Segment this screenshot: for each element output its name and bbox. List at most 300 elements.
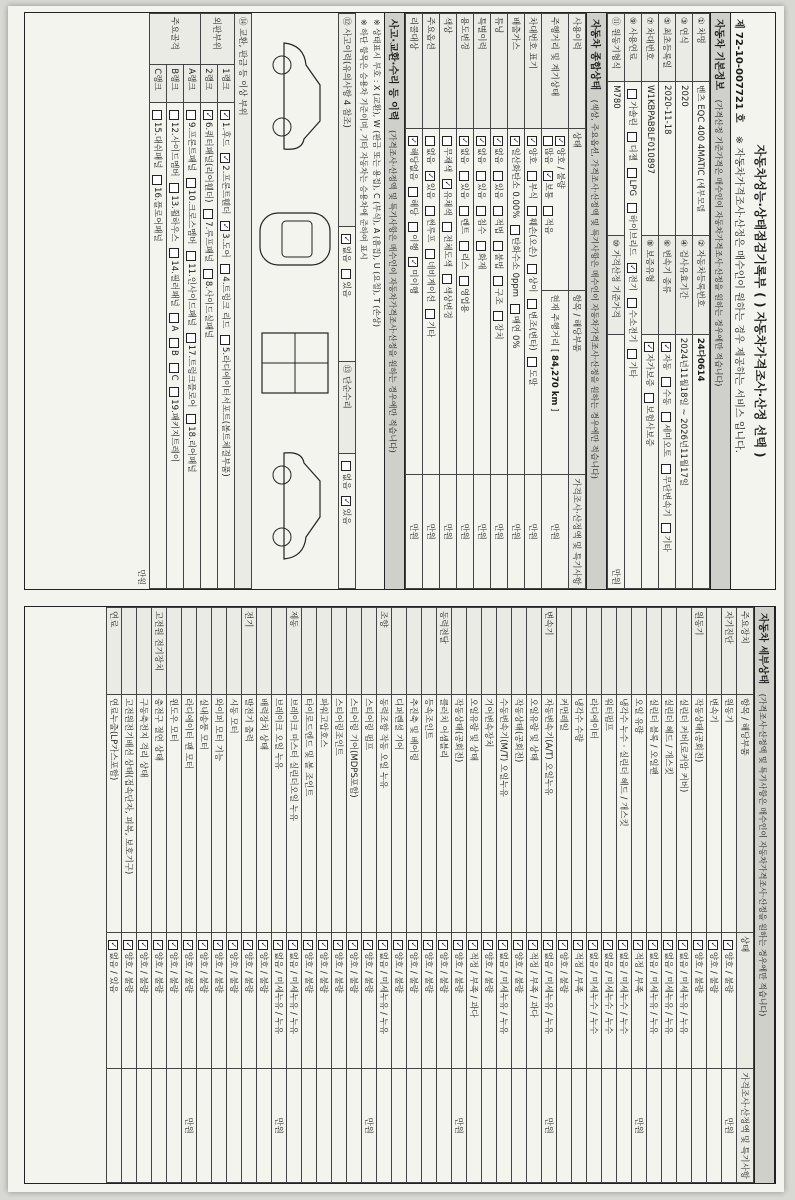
checkbox[interactable] (124, 940, 134, 950)
detail-state[interactable] (227, 932, 242, 1069)
option-options[interactable] (423, 128, 440, 475)
state-text: 양호 / 불량 (243, 951, 253, 993)
checkbox[interactable] (187, 414, 197, 424)
checkbox[interactable] (494, 171, 504, 181)
rank2-items[interactable] (201, 103, 218, 589)
checkbox[interactable] (229, 940, 239, 950)
detail-state[interactable] (257, 932, 272, 1069)
checkbox[interactable] (109, 940, 119, 950)
detail-group (122, 608, 137, 695)
checkbox[interactable] (724, 940, 734, 950)
detail-price (287, 1069, 302, 1183)
opt-label: 장치 (493, 323, 503, 340)
state-text: 양호 / 불량 (438, 951, 448, 993)
vin-state-options[interactable] (525, 128, 542, 475)
checkbox[interactable] (628, 298, 638, 308)
checkbox[interactable] (439, 940, 449, 950)
checkbox[interactable] (342, 461, 352, 471)
detail-price (107, 1069, 122, 1183)
detail-item: 윈도우 모터 (167, 695, 182, 933)
detail-item: 등속조인트 (422, 695, 437, 933)
checkbox[interactable] (443, 222, 453, 232)
detail-state[interactable] (707, 932, 722, 1069)
checkbox[interactable] (364, 940, 374, 950)
checkbox[interactable] (460, 206, 470, 216)
general-header-note: (색상, 주요옵션, 가격조사·산정액 및 특기사항은 매수인이 자동차가격조사·산정을 원하는 경우에만 적습니다) (590, 99, 599, 479)
detail-price (242, 1069, 257, 1183)
checkbox[interactable] (214, 940, 224, 950)
opt-label: LPG (627, 179, 637, 197)
car-frame-diagram (256, 323, 334, 403)
checkbox[interactable] (169, 940, 179, 950)
detail-state[interactable] (107, 932, 122, 1069)
checkbox[interactable] (170, 110, 180, 120)
checkbox[interactable] (443, 274, 453, 284)
number-suffix: 호 (733, 112, 744, 123)
detail-state[interactable] (272, 932, 287, 1069)
detail-item: 실린더 커버(로커암 커버) (677, 695, 692, 933)
checkbox[interactable] (426, 206, 436, 216)
checkbox[interactable] (170, 183, 180, 193)
detail-price (392, 1069, 407, 1183)
detail-state[interactable] (662, 932, 677, 1069)
accident-q1-options[interactable] (339, 226, 356, 361)
mileage-value-label: 현재 주행거리 [ (549, 294, 559, 353)
checkbox[interactable] (544, 136, 554, 146)
checkbox[interactable] (628, 89, 638, 99)
detail-price (422, 1069, 437, 1183)
detail-item: 냉각수 누수 · 실린더 헤드 / 개스킷 (617, 695, 632, 933)
checkbox[interactable] (494, 276, 504, 286)
basic-header-text: 자동차 기본정보 (713, 19, 724, 91)
state-text: 양호 / 불량 (513, 951, 523, 993)
rotated-page (8, 6, 784, 1192)
checkbox[interactable] (409, 940, 419, 950)
state-text: 없음 / 미세누유 / 누유 (678, 951, 688, 1035)
checkbox[interactable] (662, 342, 672, 352)
checkbox[interactable] (221, 110, 231, 120)
checkbox[interactable] (619, 940, 629, 950)
price-unit: 만원 (608, 334, 625, 588)
detail-state[interactable] (692, 932, 707, 1069)
checkbox[interactable] (645, 393, 655, 403)
checkbox[interactable] (426, 309, 436, 319)
detail-state[interactable] (572, 932, 587, 1069)
accident-q1: ⑫ 사고이력(유의사항 4 참조) (339, 14, 356, 227)
checkbox[interactable] (634, 940, 644, 950)
checkbox[interactable] (628, 263, 638, 273)
table-row (632, 608, 647, 1183)
detail-state[interactable] (347, 932, 362, 1069)
outer-label: 외판부위 (201, 14, 235, 65)
opt-label: 무채색 (442, 147, 452, 173)
checkbox[interactable] (154, 940, 164, 950)
detail-price (557, 1069, 572, 1183)
vin-label: ⑦ 차대번호 (642, 14, 659, 82)
checkbox[interactable] (170, 387, 180, 397)
checkbox[interactable] (204, 209, 214, 219)
basic-header-note: (가격산정 기준가격은 매수인이 자동차가격조사·산정을 원하는 경우에만 적습니다) (714, 99, 723, 387)
checkbox[interactable] (342, 496, 352, 506)
detail-state[interactable] (302, 932, 317, 1069)
checkbox[interactable] (529, 940, 539, 950)
detail-state[interactable] (197, 932, 212, 1069)
usage-change-options[interactable] (457, 128, 474, 475)
checkbox[interactable] (187, 110, 197, 120)
vin-state-label: 차대번호 표기 (525, 14, 542, 129)
basic-info-header (710, 13, 731, 589)
checkbox[interactable] (664, 940, 674, 950)
state-text: 양호 / 불량 (393, 951, 403, 993)
checkbox[interactable] (628, 203, 638, 213)
checkbox[interactable] (544, 171, 554, 181)
opt-label: 15.대쉬패널 (152, 122, 162, 169)
checkbox[interactable] (556, 136, 566, 146)
rankB-items[interactable] (167, 103, 184, 589)
detail-group: 조향 (377, 608, 392, 695)
fuel-options[interactable] (625, 82, 642, 589)
checkbox[interactable] (379, 940, 389, 950)
car-diagrams (252, 13, 338, 589)
warranty-label: ⑧ 보증유형 (642, 236, 659, 335)
opt-label: 구조 (493, 288, 503, 305)
checkbox[interactable] (477, 136, 487, 146)
detail-state[interactable] (647, 932, 662, 1069)
checkbox[interactable] (424, 940, 434, 950)
checkbox[interactable] (342, 234, 352, 244)
table-row (347, 608, 362, 1183)
warranty-options[interactable] (642, 334, 659, 588)
checkbox[interactable] (274, 940, 284, 950)
right-panel (24, 606, 776, 1184)
checkbox[interactable] (469, 940, 479, 950)
detail-state[interactable] (422, 932, 437, 1069)
table-row (722, 608, 737, 1183)
detail-price (377, 1069, 392, 1183)
opt-label: 적음 (543, 217, 553, 235)
detail-item: 오일 유량 (632, 695, 647, 933)
checkbox[interactable] (454, 940, 464, 950)
special-label: 특별이력 (474, 14, 491, 129)
checkbox[interactable] (184, 940, 194, 950)
detail-state[interactable] (182, 932, 197, 1069)
checkbox[interactable] (628, 349, 638, 359)
checkbox[interactable] (511, 304, 521, 314)
checkbox[interactable] (628, 168, 638, 178)
checkbox[interactable] (187, 251, 197, 261)
checkbox[interactable] (460, 136, 470, 146)
opt-label: B (169, 350, 179, 356)
checkbox[interactable] (319, 940, 329, 950)
checkbox[interactable] (604, 940, 614, 950)
checkbox[interactable] (394, 940, 404, 950)
detail-state[interactable] (242, 932, 257, 1069)
opt-label: 부식 (527, 182, 537, 200)
checkbox[interactable] (259, 940, 269, 950)
checkbox[interactable] (443, 179, 453, 189)
checkbox[interactable] (528, 264, 538, 274)
checkbox[interactable] (289, 940, 299, 950)
checkbox[interactable] (170, 363, 180, 373)
checkbox[interactable] (170, 313, 180, 323)
detail-state[interactable] (512, 932, 527, 1069)
checkbox[interactable] (494, 136, 504, 146)
detail-price (317, 1069, 332, 1183)
table-row (557, 608, 572, 1183)
detail-state[interactable] (377, 932, 392, 1069)
checkbox[interactable] (645, 342, 655, 352)
detail-state[interactable] (122, 932, 137, 1069)
checkbox[interactable] (304, 940, 314, 950)
recall-label: 리콜대상 (406, 14, 423, 129)
opt-label: 유채색 (442, 190, 452, 216)
detail-state[interactable] (557, 932, 572, 1069)
checkbox[interactable] (494, 311, 504, 321)
detail-state[interactable] (437, 932, 452, 1069)
detail-item: 실내송풍 모터 (197, 695, 212, 933)
checkbox[interactable] (153, 175, 163, 185)
detail-price: 만원 (632, 1069, 647, 1183)
checkbox[interactable] (170, 248, 180, 258)
table-row (257, 608, 272, 1183)
checkbox[interactable] (409, 222, 419, 232)
state-text: 적정 / 부족 / 과다 (528, 951, 538, 1018)
table-row (512, 608, 527, 1183)
opt-label: 렌트 (459, 217, 469, 235)
checkbox[interactable] (477, 171, 487, 181)
table-row (107, 608, 122, 1183)
detail-price: 만원 (362, 1069, 377, 1183)
color-options[interactable] (440, 128, 457, 475)
state-text: 양호 / 불량 (363, 951, 373, 993)
opt-label: 기타 (425, 320, 435, 338)
checkbox[interactable] (443, 136, 453, 146)
detail-price (227, 1069, 242, 1183)
checkbox[interactable] (499, 940, 509, 950)
checkbox[interactable] (221, 335, 231, 345)
detail-group: 변속기 (542, 608, 557, 695)
detail-state[interactable] (467, 932, 482, 1069)
detail-state[interactable] (167, 932, 182, 1069)
unit: 만원 (440, 475, 457, 589)
detail-price (662, 1069, 677, 1183)
table-row (707, 608, 722, 1183)
detail-header-text: 자동차 세부상태 (757, 613, 768, 685)
recall-options[interactable] (406, 128, 423, 475)
emission-value: 0% (510, 334, 520, 349)
checkbox[interactable] (662, 523, 672, 533)
checkbox[interactable] (334, 940, 344, 950)
detail-state[interactable] (407, 932, 422, 1069)
checkbox[interactable] (511, 136, 521, 146)
detail-state[interactable] (362, 932, 377, 1069)
checkbox[interactable] (349, 940, 359, 950)
checkbox[interactable] (460, 276, 470, 286)
engine-label: ⑪ 원동기형식 (608, 14, 625, 82)
state-text: 양호 / 불량 (453, 951, 463, 993)
checkbox[interactable] (528, 136, 538, 146)
mileage-state[interactable] (542, 128, 569, 291)
detail-price (167, 1069, 182, 1183)
rank1-items[interactable] (218, 103, 235, 589)
checkbox[interactable] (709, 940, 719, 950)
checkbox[interactable] (494, 241, 504, 251)
checkbox[interactable] (153, 110, 163, 120)
detail-item: 구동축전지 격리 상태 (137, 695, 152, 933)
checkbox[interactable] (559, 940, 569, 950)
checkbox[interactable] (589, 940, 599, 950)
checkbox[interactable] (221, 264, 231, 274)
detail-group (422, 608, 437, 695)
checkbox[interactable] (662, 464, 672, 474)
detail-state[interactable] (392, 932, 407, 1069)
detail-price (347, 1069, 362, 1183)
detail-item: 변속기 (707, 695, 722, 933)
checkbox[interactable] (409, 136, 419, 146)
detail-state[interactable] (587, 932, 602, 1069)
checkbox[interactable] (649, 940, 659, 950)
checkbox[interactable] (477, 206, 487, 216)
detail-price (527, 1069, 542, 1183)
detail-group: 원동기 (692, 608, 707, 695)
detail-item: 와이퍼 모터 기능 (212, 695, 227, 933)
state-text: 적정 / 부족 (573, 951, 583, 993)
opt-label: 이행 (408, 234, 418, 251)
opt-label: 있음 (476, 182, 486, 200)
checkbox[interactable] (342, 269, 352, 279)
checkbox[interactable] (221, 221, 231, 231)
left-panel (24, 12, 776, 590)
car-side-right-diagram (256, 447, 334, 567)
detail-state[interactable] (287, 932, 302, 1069)
detail-price: 만원 (542, 1069, 557, 1183)
unit: 만원 (525, 475, 542, 589)
opt-label: 있음 (493, 182, 503, 200)
detail-state[interactable] (317, 932, 332, 1069)
checkbox[interactable] (662, 412, 672, 422)
checkbox[interactable] (199, 940, 209, 950)
detail-group (572, 608, 587, 695)
checkbox[interactable] (409, 187, 419, 197)
opt-label: 2.프론트휀더 (220, 165, 230, 215)
detail-group (587, 608, 602, 695)
detail-state[interactable] (497, 932, 512, 1069)
checkbox[interactable] (528, 357, 538, 367)
checkbox[interactable] (511, 225, 521, 235)
detail-model-label: (세부모델 (696, 178, 705, 213)
checkbox[interactable] (426, 136, 436, 146)
table-row (602, 608, 617, 1183)
year-label: ③ 연식 (676, 14, 693, 82)
checkbox[interactable] (139, 940, 149, 950)
checkbox[interactable] (574, 940, 584, 950)
rankC-items[interactable] (150, 103, 167, 589)
checkbox[interactable] (514, 940, 524, 950)
state-text: 없음 / 미세누유 / 누유 (663, 951, 673, 1035)
checkbox[interactable] (694, 940, 704, 950)
emission-label: 배출가스 (508, 14, 525, 129)
checkbox[interactable] (544, 940, 554, 950)
unit: 만원 (474, 475, 491, 589)
checkbox[interactable] (187, 178, 197, 188)
detail-group: 전기 (242, 608, 257, 695)
checkbox[interactable] (170, 338, 180, 348)
transmission-options[interactable] (659, 334, 676, 588)
detail-group (317, 608, 332, 695)
checkbox[interactable] (204, 269, 214, 279)
detail-item: 냉각수 수량 (572, 695, 587, 933)
emission-item: 탄화수소 (510, 237, 520, 270)
checkbox[interactable] (460, 241, 470, 251)
checkbox[interactable] (528, 206, 538, 216)
checkbox[interactable] (187, 333, 197, 343)
checkbox[interactable] (484, 940, 494, 950)
checkbox[interactable] (679, 940, 689, 950)
table-row (122, 608, 137, 1183)
checkbox[interactable] (426, 249, 436, 259)
detail-group: 고전원 전기장치 (152, 608, 167, 695)
detail-state[interactable] (632, 932, 647, 1069)
checkbox[interactable] (528, 299, 538, 309)
detail-state[interactable] (482, 932, 497, 1069)
opt-label: 6.쿼터패널(리어휀더) (203, 122, 213, 203)
special-options[interactable] (474, 128, 491, 475)
state-text: 양호 / 불량 (708, 951, 718, 993)
detail-state[interactable] (617, 932, 632, 1069)
opt-label: 가솔린 (627, 101, 637, 126)
table-row (422, 608, 437, 1183)
tuning-options[interactable] (491, 128, 508, 475)
detail-state[interactable] (452, 932, 467, 1069)
checkbox[interactable] (426, 171, 436, 181)
checkbox[interactable] (460, 171, 470, 181)
detail-state[interactable] (152, 932, 167, 1069)
detail-state[interactable] (212, 932, 227, 1069)
table-row (167, 608, 182, 1183)
detail-state[interactable] (602, 932, 617, 1069)
detail-state[interactable] (542, 932, 557, 1069)
state-text: 양호 / 불량 (408, 951, 418, 993)
detail-state[interactable] (722, 932, 737, 1069)
detail-group (482, 608, 497, 695)
opt-label: 있음 (341, 281, 351, 298)
checkbox[interactable] (544, 206, 554, 216)
rankA-items[interactable] (184, 103, 201, 589)
checkbox[interactable] (477, 241, 487, 251)
rank2-label: 2랭크 (201, 65, 218, 103)
checkbox[interactable] (528, 171, 538, 181)
checkbox[interactable] (662, 377, 672, 387)
detail-state[interactable] (137, 932, 152, 1069)
detail-state[interactable] (332, 932, 347, 1069)
checkbox[interactable] (409, 257, 419, 267)
detail-group (512, 608, 527, 695)
form-title: 자동차성능·상태점검기록부 ( ) 자동차가격조사·산정 선택 ) (753, 144, 767, 458)
checkbox[interactable] (244, 940, 254, 950)
detail-state[interactable] (677, 932, 692, 1069)
accident-q2-options[interactable] (339, 454, 356, 589)
checkbox[interactable] (204, 110, 214, 120)
checkbox[interactable] (221, 153, 231, 163)
checkbox[interactable] (628, 132, 638, 142)
detail-state[interactable] (527, 932, 542, 1069)
unit: 만원 (542, 475, 569, 589)
rankB-label: B랭크 (167, 65, 184, 103)
detail-group: 동력전달 (437, 608, 452, 695)
checkbox[interactable] (494, 206, 504, 216)
detail-group: 연료 (107, 608, 122, 695)
detail-group: 자기진단 (722, 608, 737, 695)
